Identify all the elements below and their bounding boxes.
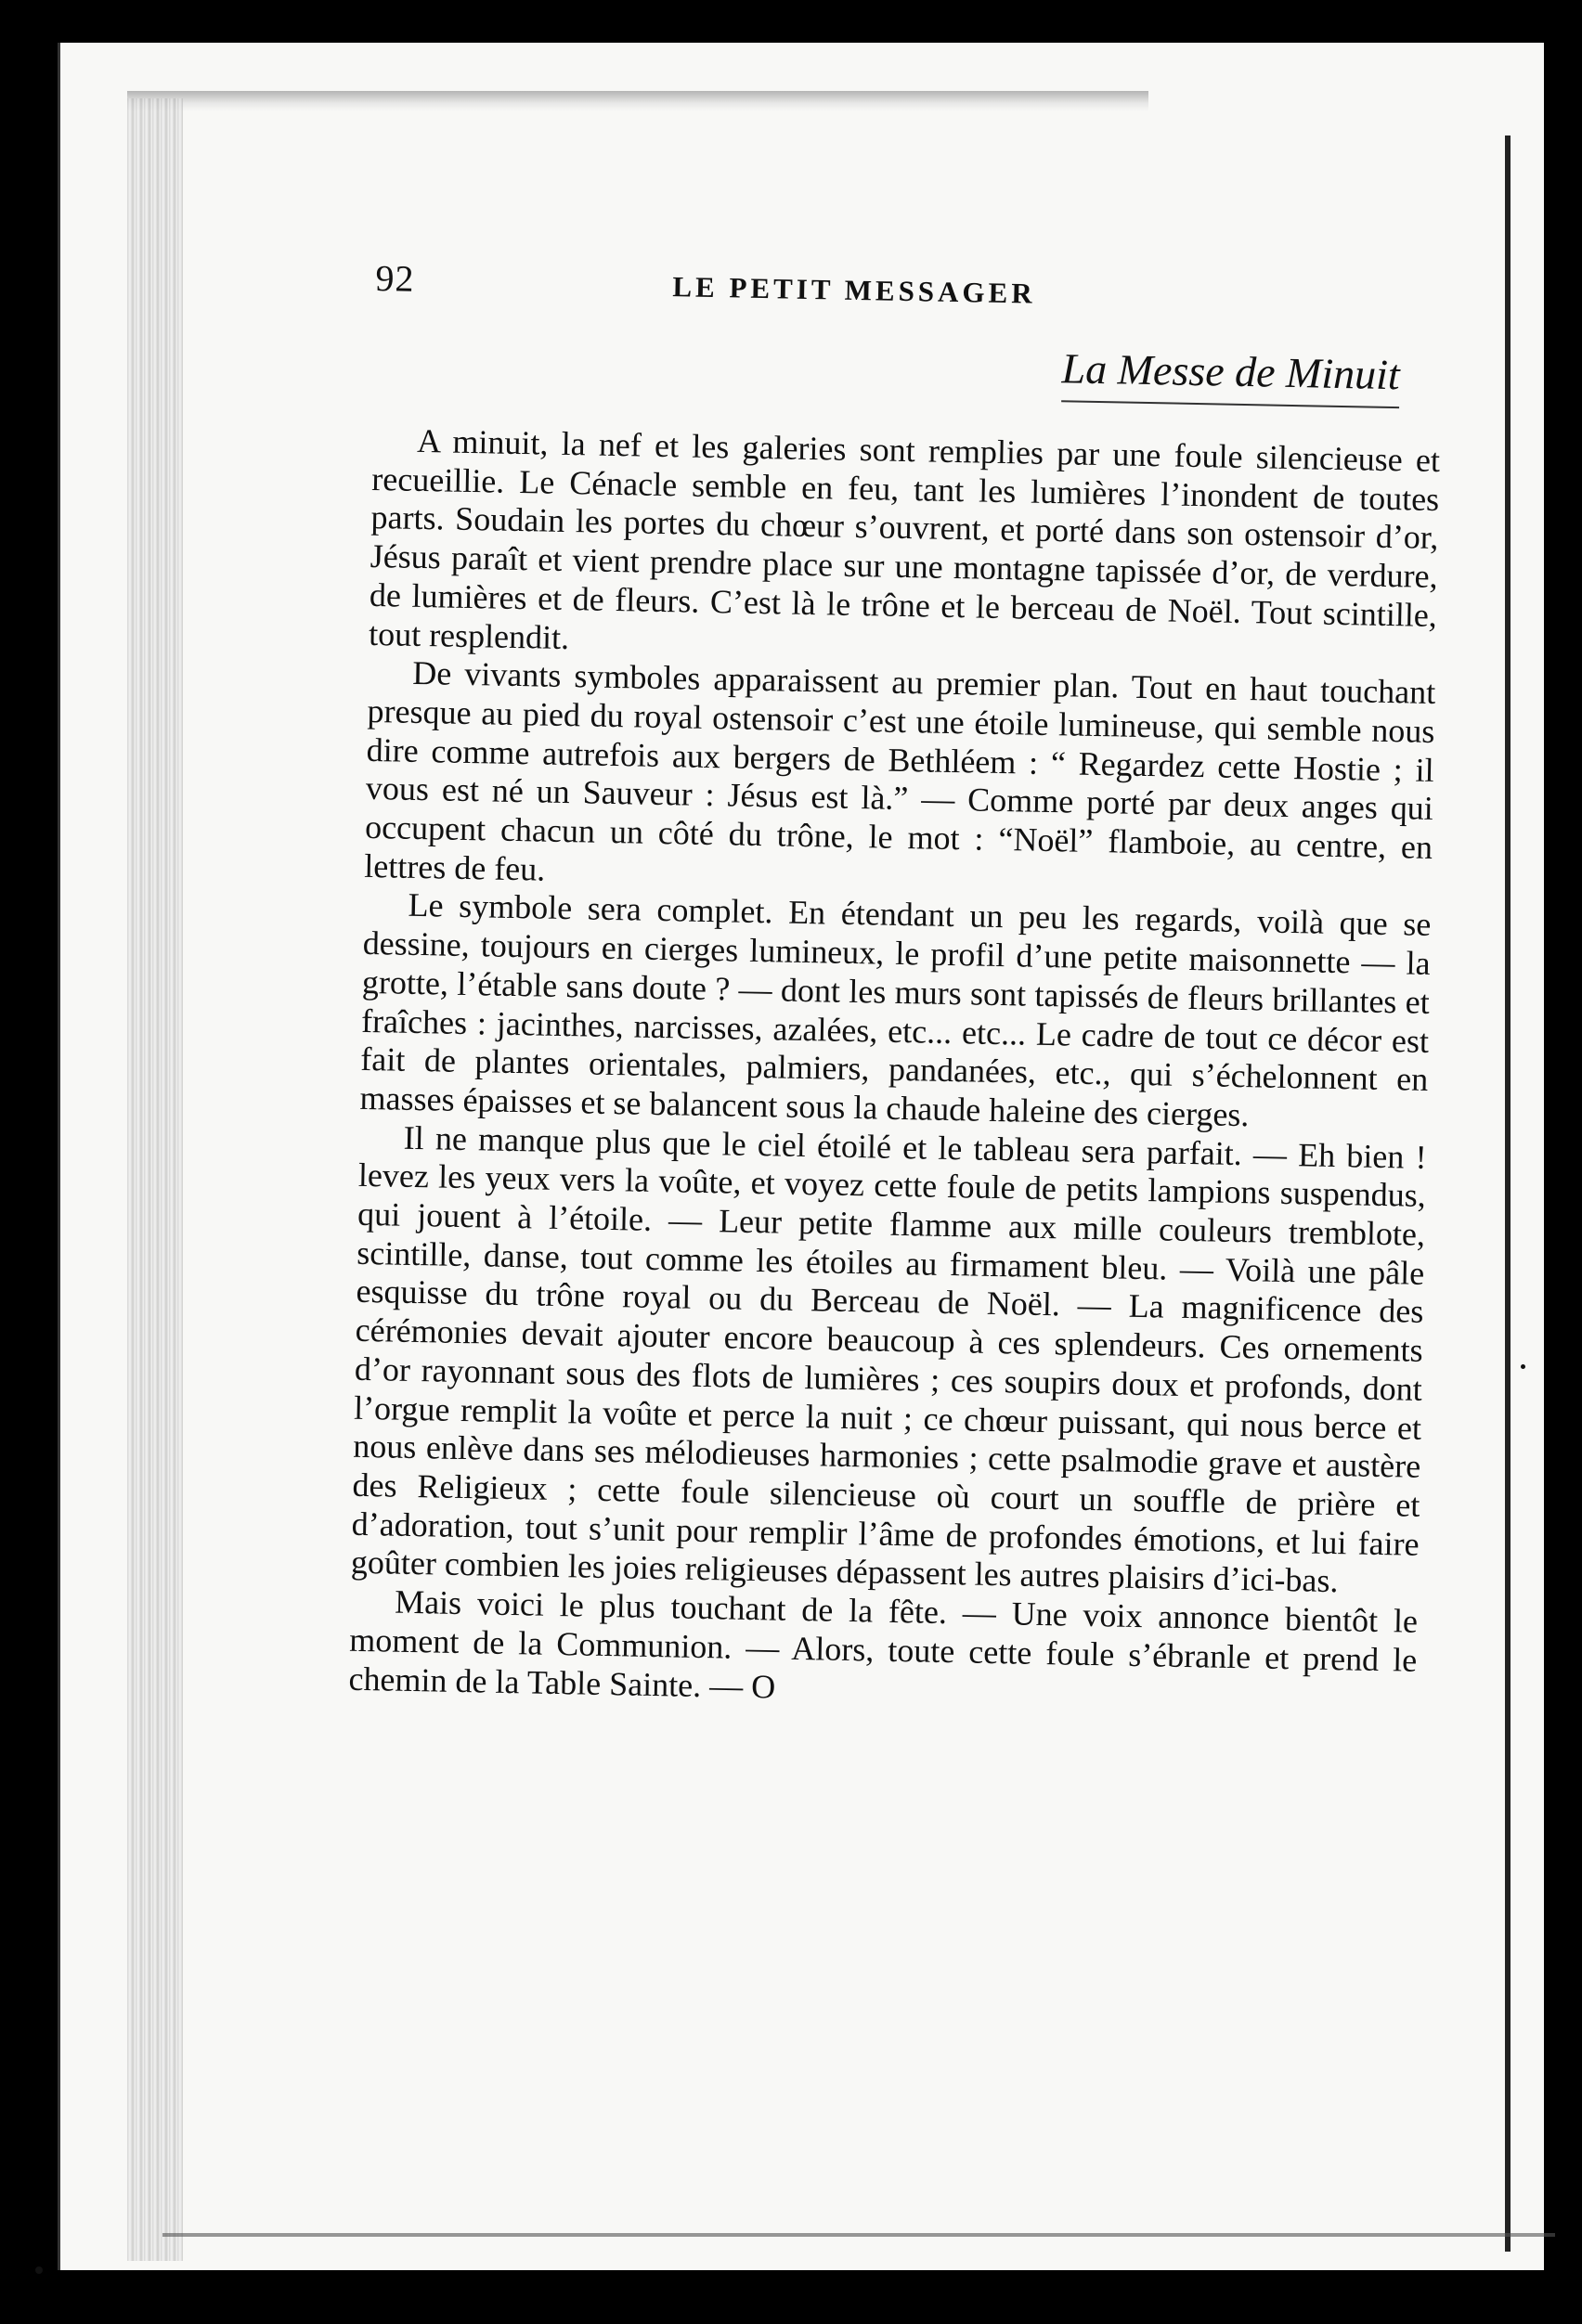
paragraph-5: Mais voici le plus touchant de la fête. — Une voix annonce bientôt le moment de la Communion. — Alors, toute cette foule s’ébranle et prend le chemin de la Table Sainte. — O <box>348 1582 1419 1706</box>
page-edge-bottom <box>162 2233 1555 2237</box>
page-stack-edge <box>127 98 183 2261</box>
article-body <box>348 421 1440 1719</box>
page-edge-right <box>1505 136 1511 2252</box>
page-edge-top <box>127 91 1148 111</box>
journal-title: LE PETIT MESSAGER <box>672 270 1037 310</box>
running-head <box>375 256 1444 342</box>
scan-speck <box>35 2266 43 2274</box>
scan-speck <box>1521 1364 1525 1369</box>
paragraph-3: Le symbole sera complet. En étendant un peu les regards, voilà que se dessine, toujours en cierges lumineux, le profil d’une petite maisonnette — la grotte, l’étable sans doute ? — dont les murs sont tapissés de fleurs brillantes et fraîches : jacinthes, narcisses, azalées, etc... etc... Le cadre de tout ce décor est fait de plantes orientales, palmiers, pandanées, etc., qui s’échelonnent en masses épaisses et se balancent sous la chaude haleine des cierges. <box>359 886 1432 1134</box>
book-page <box>58 43 1544 2270</box>
article-title: La Messe de Minuit <box>1061 343 1400 408</box>
page-number: 92 <box>375 256 415 300</box>
paragraph-2: De vivants symboles apparaissent au premier plan. Tout en haut touchant presque au pied du royal ostensoir c’est une étoile lumineuse, qui semble nous dire comme autrefois aux bergers de Bethléem : “ Regardez cette Hostie ; il vous est né un Sauveur : Jésus est là.” — Comme porté par deux anges qui occupent chacun un côté du trône, le mot : “Noël” flamboie, au centre, en lettres de feu. <box>364 654 1436 888</box>
paragraph-1: A minuit, la nef et les galeries sont remplies par une foule silencieuse et recueillie. Le Cénacle semble en feu, tant les lumières l’inondent de toutes parts. Soudain les portes du chœur s’ouvrent, et porté dans son ostensoir d’or, Jésus paraît et vient prendre place sur une montagne tapissée d’or, de verdure, de lumières et de fleurs. C’est là le trône et le berceau de Noël. Tout scintille, tout resplendit. <box>368 421 1441 656</box>
paragraph-4: Il ne manque plus que le ciel étoilé et le tableau sera parfait. — Eh bien ! levez les yeux vers la voûte, et voyez cette foule de petits lampions suspendus, qui jouent à l’étoile. — Leur petite flamme aux mille couleurs tremblote, scintille, danse, tout comme les étoiles au firmament bleu. — Voilà une pâle esquisse du trône royal ou du Berceau de Noël. — La magnificence des cérémonies devait ajouter encore beaucoup à ces splendeurs. Ces ornements d’or rayonnant sous des flots de lumières ; ces soupirs doux et profonds, dont l’orgue remplit la voûte et perce la nuit ; ce chœur puissant, qui nous berce et nous enlève dans ses mélodieuses harmonies ; cette psalmodie grave et austère des Religieux ; cette foule silencieuse où court un souffle de prière et d’adoration, tout s’unit pour remplir l’âme de profondes émotions, et lui faire goûter combien les joies religieuses dépassent les autres plaisirs d’ici-bas. <box>350 1118 1427 1600</box>
page-content <box>348 256 1444 1719</box>
article-title-block <box>373 330 1401 433</box>
